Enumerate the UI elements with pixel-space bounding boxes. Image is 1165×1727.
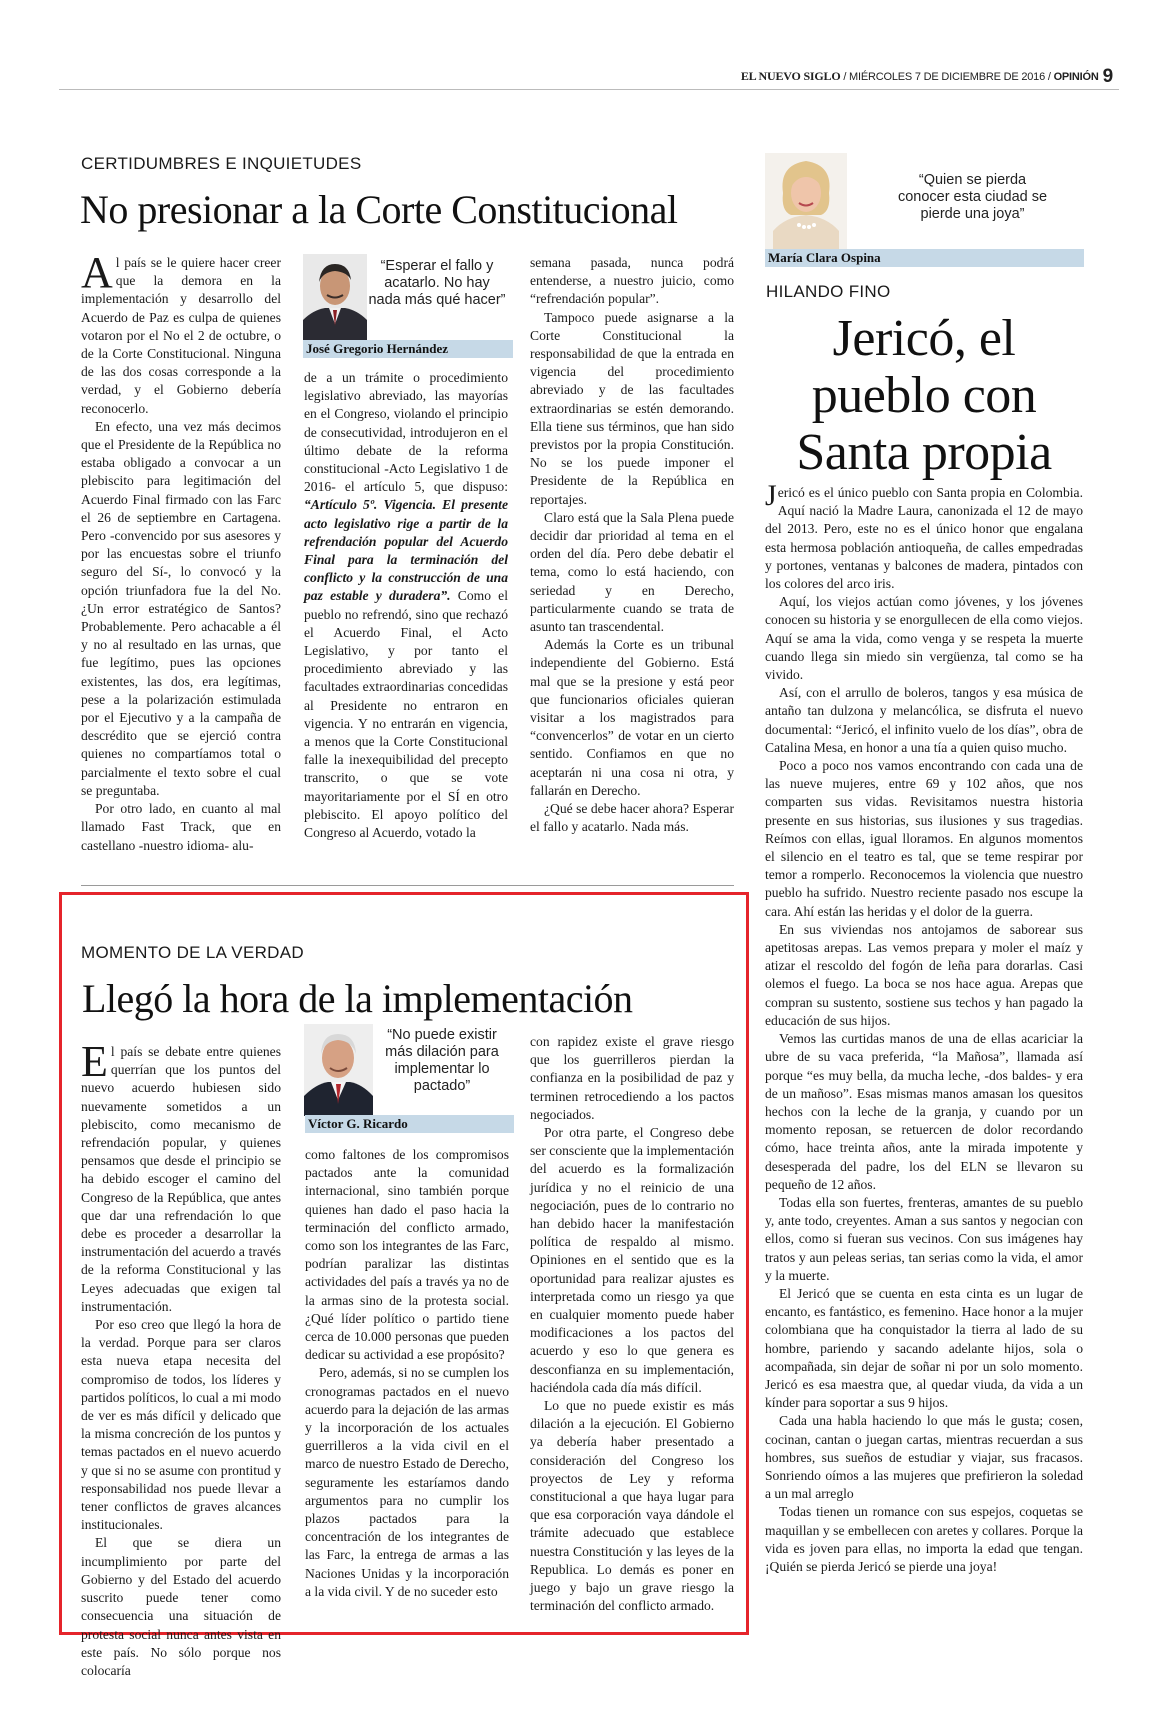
- editorial-kicker: CERTIDUMBRES E INQUIETUDES: [81, 154, 362, 173]
- article-kicker: MOMENTO DE LA VERDAD: [81, 943, 304, 962]
- column-paragraph: Así, con el arrullo de boleros, tangos y esa música de antaño tan dulzona y melancólica, se disfruta el nuevo documental: “Jericó, el infinito vuelo de los días”, obra de Catalina Mesa, en honor a una tía a quien quiso mucho.: [765, 685, 1083, 755]
- column-paragraph: El Jericó que se cuenta en esta cinta es un lugar de encanto, es fantástico, es femenino. Hace honor a la mujer colombiana que ha conquistador la tierra al lado de su hombre, pariendo y sacando adelante hijos, sola o acompañada, sin dejar de soñar ni por un solo momento. Jericó es esa maestra que, al quedar viuda, da vida a un kínder para soportar a sus 9 hijos.: [765, 1285, 1083, 1411]
- article-paragraph: como faltones de los compromisos pactados ante la comunidad internacional, sino también porque quienes han dado el paso hacia la terminación del conflicto armado, como son los integrantes de las Farc, podrían paralizar las distintas actividades del país a través ya no de la armas sino de la protesta social. ¿Qué líder político o partido tiene cerca de 10.000 personas que pueden dedicar su actividad a ese propósito?: [305, 1147, 509, 1363]
- author-quote: “Esperar el fallo y acatarlo. No hay nada más qué hacer”: [368, 258, 506, 308]
- author-name: Víctor G. Ricardo: [305, 1115, 514, 1133]
- editorial-paragraph: semana pasada, nunca podrá entenderse, a nuestro juicio, como “refrendación popular”.: [530, 255, 734, 307]
- article-column-1: [81, 1037, 281, 1680]
- section-name: OPINIÓN: [1053, 71, 1099, 83]
- editorial-column-2: [304, 369, 508, 842]
- editorial-paragraph: Por otro lado, en cuanto al mal llamado Fast Track, que en castellano -nuestro idioma- alu-: [81, 801, 281, 853]
- article-paragraph: Lo que no puede existir es más dilación a la ejecución. El Gobierno ya debería haber presentado a consideración del Congreso los proyectos de Ley y reforma constitucional a que haya lugar para que esa corporación vaya dándole el trámite adecuado que establece nuestra Constitución y las leyes de la Republica. Lo demás es poner en juego y bajo un grave riesgo la terminación del conflicto armado.: [530, 1398, 734, 1614]
- editorial-column-3: [530, 254, 734, 837]
- author-name: María Clara Ospina: [765, 249, 1084, 267]
- author-quote: “No puede existir más dilación para implementar lo pactado”: [385, 1027, 499, 1094]
- article-column-3: [530, 1033, 734, 1616]
- editorial-paragraph: ¿Qué se debe hacer ahora? Esperar el fallo y acatarlo. Nada más.: [530, 801, 734, 835]
- article-paragraph: El que se diera un incumplimiento por parte del Gobierno y del Estado del acuerdo suscrito puede tener como consecuencia una situación de protesta social nunca antes vista en este país. No sólo porque nos colocaría: [81, 1535, 281, 1678]
- author-photo: [304, 1024, 373, 1116]
- column-paragraph: En sus viviendas nos antojamos de saborear sus apetitosas arepas. Las vemos prepara y moler el maíz y atizar el rescoldo del fogón de leña para dorarlas. Casi olemos el fuego. La boca se nos hace agua. Arepas que compran su sustento, sostiene sus techos y han pagado la educación de sus hijos.: [765, 921, 1083, 1028]
- headline-line: Jericó, el: [832, 310, 1016, 367]
- column-paragraph: Vemos las curtidas manos de una de ellas acariciar la ubre de su vaca preferida, “la Mañosa”, llamada así porque “es muy bella, da mucha leche, -dos baldes- y era de un mañoso”. Esas mismas manos amasan los quesitos hechos con la leche de la granja, y cuando por un momento reposan, se retuercen de dolor recordando cómo, hace treinta años, ante la mirada impotente y desesperada del padre, los del ELN se llevaron su pequeño de 12 años.: [765, 1031, 1083, 1192]
- article-paragraph: l país se debate entre quienes querrían que los puntos del nuevo acuerdo hubiesen sido nuevamente sometidos a un plebiscito, como mecanismo de refrendación popular, y quienes pensamos que desde el principio se ha debido escoger el camino del Congreso de la República, que antes que dar una refrendación lo que debe es proceder a desarrollar la instrumentación del acuerdo a través de la reforma Constitucional y las Leyes adecuadas que exigen tal instrumentación.: [81, 1044, 281, 1314]
- editorial-column-1: [81, 248, 281, 855]
- page-number: 9: [1102, 66, 1113, 87]
- editorial-headline: No presionar a la Corte Constitucional: [80, 187, 678, 232]
- article-paragraph: Por otra parte, el Congreso debe ser consciente que la implementación del acuerdo es la formalización jurídica y no el reinicio de una negociación, pues de lo contrario no han debido hacer la manifestación política de respaldo al mismo. Opiniones en el sentido que es la oportunidad para realizar ajustes es interpretada como un riesgo ya que en cualquier momento puede haber modificaciones a los pactos del acuerdo y eso lo que genera es desconfianza en su implementación, haciéndola cada día más difícil.: [530, 1125, 734, 1395]
- drop-cap: J: [765, 479, 777, 512]
- article-headline: Llegó la hora de la implementación: [82, 976, 633, 1021]
- column-body: [765, 479, 1083, 1576]
- header-date: / MIÉRCOLES 7 DE DICIEMBRE DE 2016 /: [840, 71, 1054, 83]
- author-name: José Gregorio Hernández: [303, 340, 513, 358]
- drop-cap: E: [81, 1037, 108, 1086]
- drop-cap: A: [81, 248, 113, 297]
- editorial-paragraph: l país se le quiere hacer creer que la demora en la implementación y desarrollo del Acuerdo de Paz es culpa de quienes votaron por el No el 2 de octubre, o de la Corte Constitucional. Ninguna de las dos cosas corresponde a la verdad, y el Gobierno debería reconocerlo.: [81, 255, 281, 416]
- page-header: [741, 66, 1113, 88]
- editorial-paragraph: Tampoco puede asignarse a la Corte Constitucional la responsabilidad de que la entrada en vigencia del procedimiento abreviado y de las facultades extraordinarias se estén demorando. Ella tiene sus términos, que han sido previstos por la propia Constitución. No se los puede imponer el Presidente de la República en reportajes.: [530, 309, 734, 507]
- column-paragraph: Cada una habla haciendo lo que más le gusta; cosen, cocinan, cantan o juegan cartas, mientras recuerdan a sus hombres, sus sueños de estudiar y viajar, sus fracasos. Sonriendo oímos a las mujeres que prefirieron la soledad a un mal arreglo: [765, 1413, 1083, 1502]
- article-paragraph: Pero, además, si no se cumplen los cronogramas pactados en el nuevo acuerdo para la dejación de las armas y la incorporación de los actuales guerrilleros a la vida civil en el marco de nuestro Estado de Derecho, seguramente les estaríamos dando argumentos para no cumplir los plazos pactados para la concentración de los integrantes de las Farc, la entrega de armas a las Naciones Unidas y la incorporación a la vida civil. Y de no suceder esto: [305, 1365, 509, 1599]
- editorial-paragraph: Claro está que la Sala Plena puede decidir dar prioridad al tema en el orden del día. Pero debe debatir el tema, como lo está haciendo, con seriedad y en Derecho, particularmente cuando se trata de asunto tan trascendental.: [530, 509, 734, 635]
- author-quote: “Quien se pierda conocer esta ciudad se pierde una joya”: [897, 172, 1048, 222]
- editorial-text: Como el pueblo no refrendó, sino que rechazó el Acuerdo Final, el Acto Legislativo, y por tanto el procedimiento abreviado y las facultades extraordinarias concedidas al Presidente no entraron en vigencia. Y no entrarán en vigencia, a menos que la Corte Constitucional falle la inexequibilidad del precepto transcrito, o que se vote mayoritariamente por el SÍ en otro plebiscito. El apoyo político del Congreso al Acuerdo, votado la: [304, 588, 508, 841]
- author-photo: [765, 153, 847, 249]
- editorial-quoted-article: “Artículo 5º. Vigencia. El presente acto legislativo rige a partir de la refrendación popular del Acuerdo Final para la terminación del conflicto y la construcción de una paz estable y duradera”.: [304, 497, 508, 604]
- column-paragraph: Poco a poco nos vamos encontrando con cada una de las nueve mujeres, entre 69 y 102 años, que nos comparten sus vidas. Revisitamos nuestra historia presente en sus historias, sus ilusiones y sus tragedias. Reímos con ellas, igual lloramos. En algunos momentos el silencio en el teatro es tal, que se teme respirar por temor a romperlo. Reconocemos la violencia que nuestro pueblo ha sufrido. Nuestro reciente pasado nos escupe la cara. Ahí están las heridas y el dolor de la guerra.: [765, 758, 1083, 919]
- editorial-paragraph: Además la Corte es un tribunal independiente del Gobierno. Está mal que se la presione y está peor que funcionarios oficiales quieran visitar a los magistrados para “convencerlos” de votar en un cierto sentido. Confiamos en que no aceptarán ni una cosa ni otra, y fallarán en Derecho.: [530, 637, 734, 798]
- article-paragraph: con rapidez existe el grave riesgo que los guerrilleros pierdan la confianza en la posibilidad de paz y terminen retrocediendo a los pactos negociados.: [530, 1034, 734, 1122]
- column-paragraph: Todas ella son fuertes, frenteras, amantes de su pueblo y, ante todo, creyentes. Aman a sus santos y negocian con ellos, como si fueran sus vecinos. Con sus imágenes hay tratos y aun peleas serias, tan serias como la vida, el amor y la muerte.: [765, 1194, 1083, 1283]
- header-rule: [59, 89, 1119, 90]
- editorial-text: de a un trámite o procedimiento legislativo abreviado, las mayorías en el Congreso, violando el principio de consecutividad, introdujeron en el último debate de la reforma constitucional -Acto Legislativo 1 de 2016- el artículo 5, que dispuso:: [304, 370, 508, 495]
- section-divider: [81, 885, 734, 886]
- column-paragraph: Todas tienen un romance con sus espejos, coquetas se maquillan y se embellecen con aretes y collares. Porque la vida es joven para ellas, no importa la edad que tengan. ¡Quién se pierda Jericó se pierde una joya!: [765, 1504, 1083, 1574]
- paper-name: EL NUEVO SIGLO: [740, 69, 841, 83]
- editorial-paragraph: En efecto, una vez más decimos que el Presidente de la República no estaba obligado a convocar a un plebiscito para legitimación del Acuerdo Final firmado con las Farc el 26 de septiembre en Cartagena. Pero -convencido por sus asesores y por las encuestas sobre el triunfo seguro del Sí-, lo convocó y la opción triunfadora fue la del No. ¿Un error estratégico de Santos? Probablemente. Pero achacable a él y no al resultado en las urnas, que fue legítimo, pues las opciones existentes, las dos, era legítimas, pese a la polarización estimulada por el Ejecutivo y a la campaña de descrédito que se ejerció contra quienes no compartíamos total o parcialmente el texto sobre el cual se preguntaba.: [81, 418, 281, 798]
- headline-line: pueblo con: [811, 367, 1037, 424]
- headline-line: Santa propia: [796, 424, 1052, 481]
- article-paragraph: Por eso creo que llegó la hora de la verdad. Porque para ser claros esta nueva etapa necesita del compromiso de todos, los líderes y partidos políticos, lo cual a mi modo de ver es más difícil y delicado que la misma concreción de los puntos y temas pactados en el nuevo acuerdo y que si no se asume con prontitud y responsabilidad nos puede llevar a tener conflictos de graves alcances institucionales.: [81, 1317, 281, 1533]
- column-kicker: HILANDO FINO: [766, 282, 891, 301]
- article-column-2: [305, 1146, 509, 1601]
- column-headline: [765, 310, 1083, 481]
- author-photo: [303, 254, 367, 340]
- column-paragraph: Aquí, los viejos actúan como jóvenes, y los jóvenes conocen su historia y se enorgullecen de ella como viejos. Aquí se ama la vida, como venga y se respeta la muerte cuando llega sin miedo sin vergüenza, tal como se ha vivido.: [765, 594, 1083, 683]
- column-paragraph: ericó es el único pueblo con Santa propia en Colombia. Aquí nació la Madre Laura, canonizada el 12 de mayo del 2013. Pero, este no es el único honor que engalana esta hermosa población antioqueña, de calles empedradas y portones, ventanas y balcones de madera, pintados con los colores del arco iris.: [765, 485, 1083, 592]
